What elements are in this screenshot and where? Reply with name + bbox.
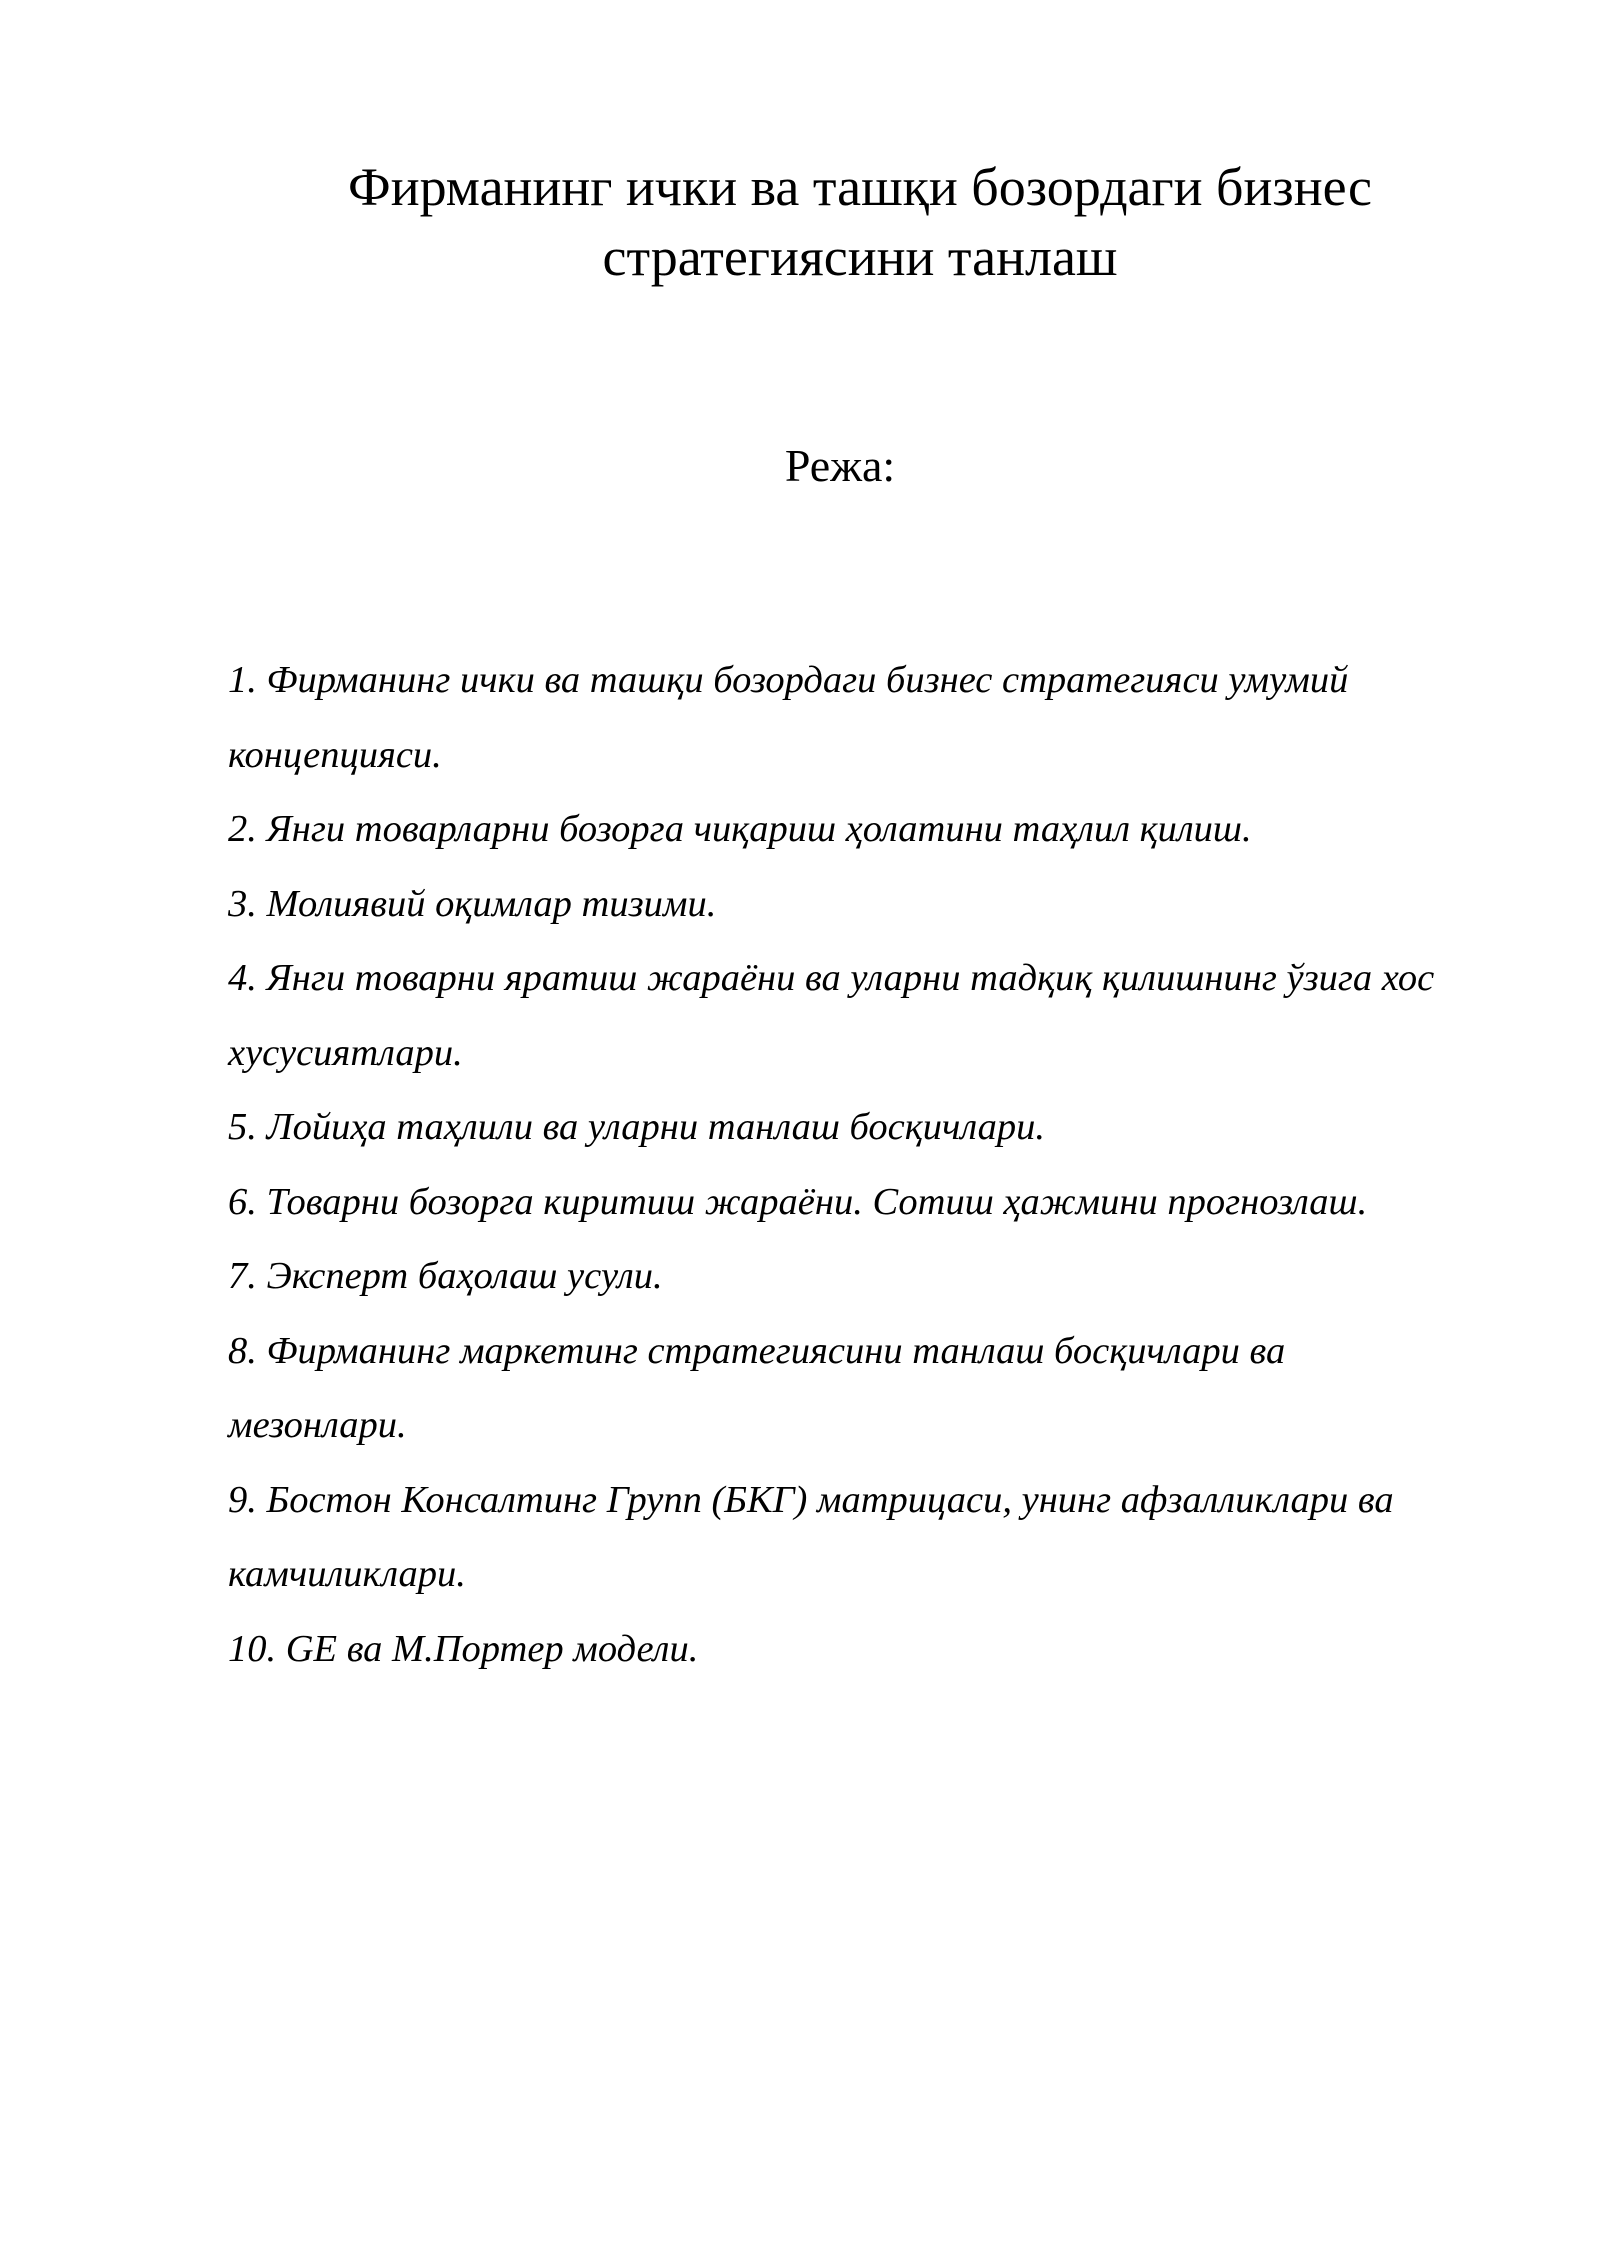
plan-item: 8. Фирманинг маркетинг стратегиясини танлаш босқичлари ва мезонлари. xyxy=(228,1329,1286,1446)
plan-item: 7. Эксперт баҳолаш усули. xyxy=(228,1255,663,1297)
plan-item: 5. Лойиҳа таҳлили ва уларни танлаш босқичлари. xyxy=(228,1106,1045,1148)
plan-item: 10. GE ва М.Портер модели. xyxy=(228,1627,699,1670)
plan-item: 4. Янги товарни яратиш жараёни ва уларни тадқиқ қилишнинг ўзига хос хусусиятлари. xyxy=(228,957,1435,1074)
plan-item: 1. Фирманинг ички ва ташқи бозордаги бизнес стратегияси умумий концепцияси. xyxy=(228,659,1349,776)
plan-heading: Режа: xyxy=(784,440,896,491)
plan-item: 3. Молиявий оқимлар тизими. xyxy=(228,882,717,925)
plan-item: 2. Янги товарларни бозорга чиқариш ҳолатини таҳлил қилиш. xyxy=(228,808,1252,850)
document-title: Фирманинг ички ва ташқи бозордаги бизнес стратегиясини танлаш xyxy=(348,157,1372,287)
plan-item: 6. Товарни бозорга киритиш жараёни. Сотиш ҳажмини прогнозлаш. xyxy=(228,1180,1368,1223)
plan-item: 9. Бостон Консалтинг Групп (БКГ) матрицаси, унинг афзалликлари ва камчиликлари. xyxy=(228,1478,1394,1595)
plan-list xyxy=(228,643,1458,1686)
